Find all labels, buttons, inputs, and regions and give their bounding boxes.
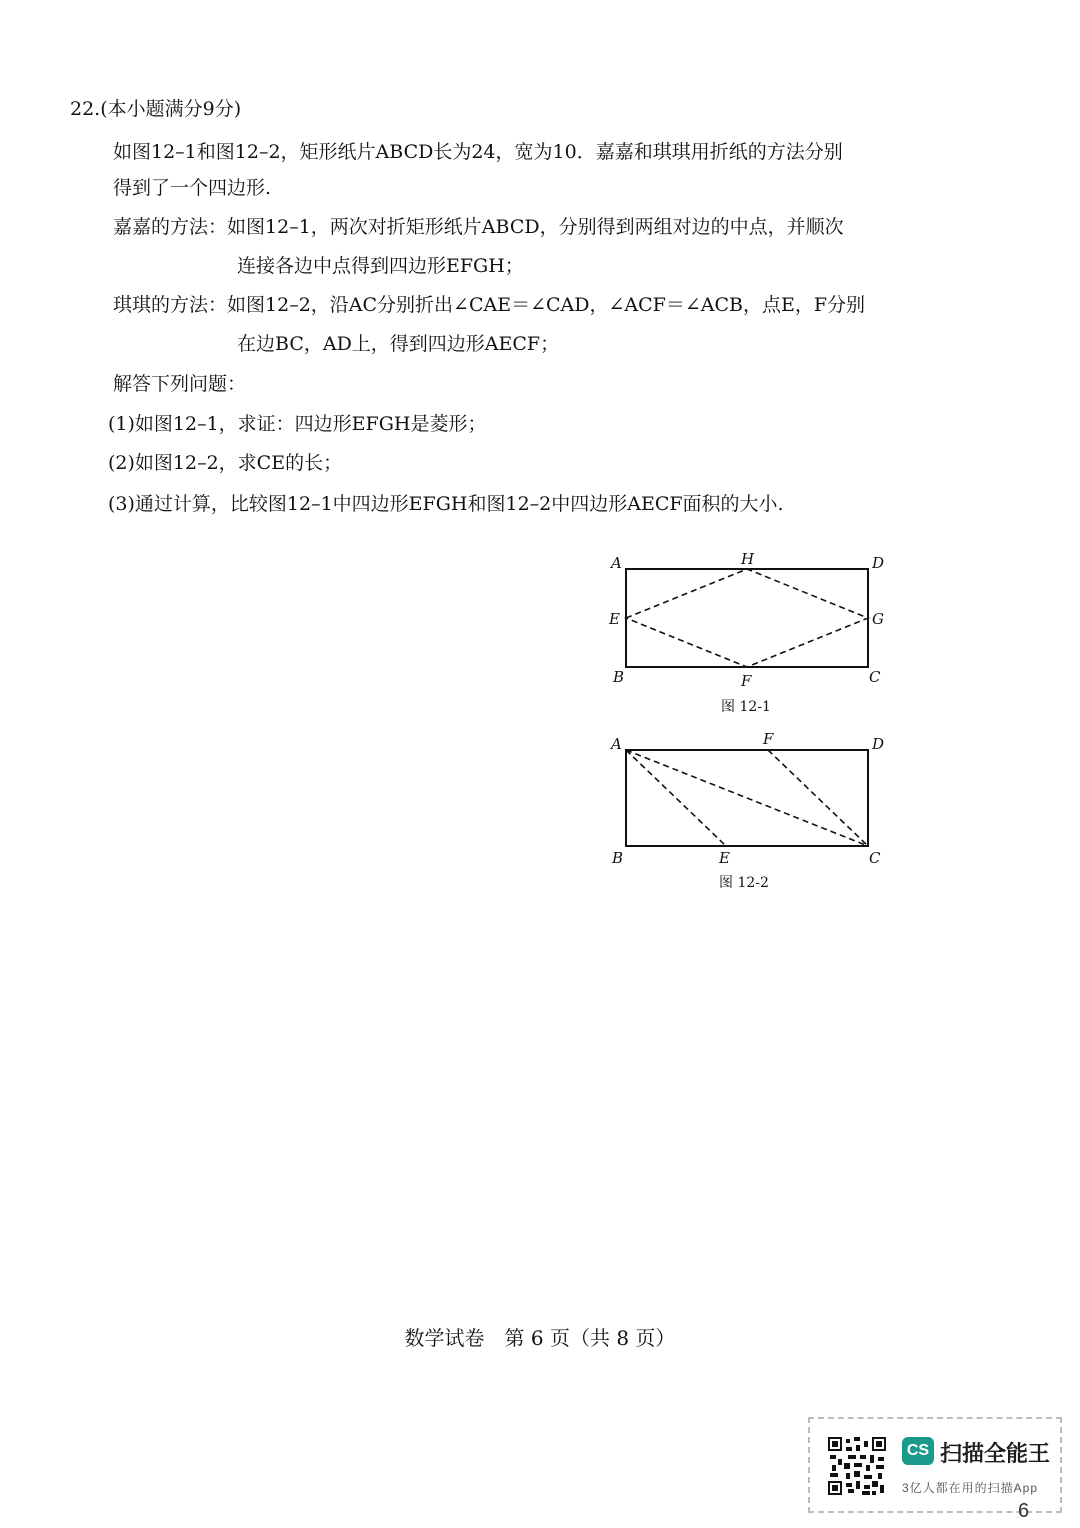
problem-heading bbox=[70, 100, 241, 119]
qr-code-icon bbox=[828, 1437, 886, 1495]
intro-line-2: 得到了一个四边形. bbox=[113, 177, 272, 199]
label-g-1: G bbox=[872, 610, 884, 628]
rect-abcd-1 bbox=[626, 569, 868, 667]
label-b-1: B bbox=[613, 668, 625, 686]
question-2: (2)如图12–2，求CE的长； bbox=[108, 452, 343, 474]
problem-number: 22. bbox=[70, 98, 101, 120]
label-c-2: C bbox=[869, 849, 881, 867]
jiajia-label: 嘉嘉的方法： bbox=[113, 216, 228, 238]
qiqi-label: 琪琪的方法： bbox=[113, 294, 228, 316]
score-note: (本小题满分9分) bbox=[100, 98, 242, 120]
caption-12-1: 图 12-1 bbox=[721, 699, 771, 715]
figures bbox=[600, 545, 900, 895]
label-d-1: D bbox=[872, 554, 885, 572]
segment-fc bbox=[768, 750, 868, 846]
rhombus-efgh bbox=[626, 569, 868, 667]
qiqi-method-text-1: 如图12–2，沿AC分别折出∠CAE＝∠CAD，∠ACF＝∠ACB，点E，F分别 bbox=[227, 294, 866, 316]
segment-ae bbox=[626, 750, 726, 846]
page-mark: 6 bbox=[1018, 1500, 1030, 1522]
figure-12-2 bbox=[609, 730, 884, 891]
questions-heading: 解答下列问题： bbox=[113, 373, 247, 395]
label-e-2: E bbox=[719, 849, 730, 867]
cs-logo-icon: CS bbox=[902, 1437, 934, 1465]
scanner-brand: 扫描全能王 bbox=[940, 1441, 1051, 1466]
label-a-2: A bbox=[611, 735, 622, 753]
qiqi-method-line-2: 在边BC，AD上，得到四边形AECF； bbox=[237, 333, 560, 355]
figure-12-1 bbox=[608, 550, 884, 715]
scanner-badge bbox=[808, 1417, 1062, 1513]
label-b-2: B bbox=[612, 849, 624, 867]
question-3: (3)通过计算，比较图12–1中四边形EFGH和图12–2中四边形AECF面积的大小. bbox=[108, 493, 784, 515]
caption-12-2: 图 12-2 bbox=[719, 875, 769, 891]
qiqi-method-line-1 bbox=[113, 296, 865, 315]
diagonal-ac bbox=[626, 750, 868, 846]
question-1: (1)如图12–1，求证：四边形EFGH是菱形； bbox=[108, 413, 487, 435]
page-footer: 数学试卷 第 6 页（共 8 页） bbox=[404, 1326, 676, 1350]
jiajia-method-line-1 bbox=[113, 218, 844, 237]
jiajia-method-text-1: 如图12–1，两次对折矩形纸片ABCD，分别得到两组对边的中点，并顺次 bbox=[227, 216, 844, 238]
label-c-1: C bbox=[869, 668, 881, 686]
label-f-2: F bbox=[763, 730, 774, 748]
scanner-subtitle: 3亿人都在用的扫描App bbox=[902, 1481, 1039, 1495]
label-e-1: E bbox=[609, 610, 620, 628]
label-a-1: A bbox=[611, 554, 622, 572]
label-f-1: F bbox=[741, 672, 752, 690]
jiajia-method-line-2: 连接各边中点得到四边形EFGH； bbox=[237, 255, 524, 277]
label-h-1: H bbox=[741, 550, 755, 568]
label-d-2: D bbox=[872, 735, 885, 753]
intro-line-1: 如图12–1和图12–2，矩形纸片ABCD长为24，宽为10．嘉嘉和琪琪用折纸的方法分别 bbox=[113, 141, 843, 163]
